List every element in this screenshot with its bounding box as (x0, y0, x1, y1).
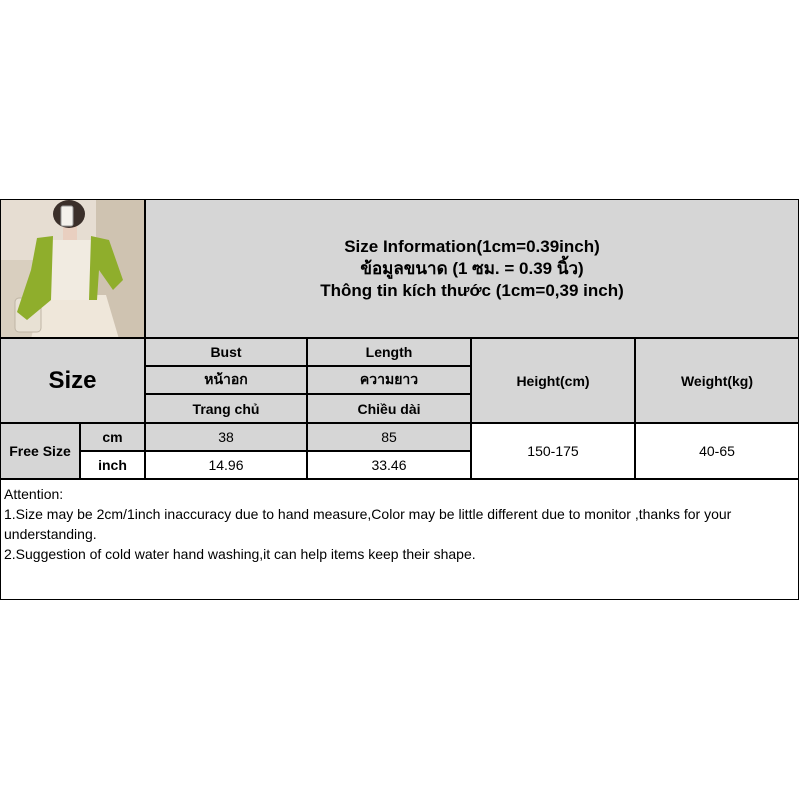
note-washing: 2.Suggestion of cold water hand washing,it can help items keep their shape. (4, 546, 476, 562)
free-size-label: Free Size (0, 423, 80, 479)
model-wearing-cardigan-image (1, 200, 145, 338)
unit-inch-label: inch (80, 451, 145, 479)
height-header: Height(cm) (471, 338, 635, 423)
product-photo (0, 199, 145, 338)
weight-header: Weight(kg) (635, 338, 799, 423)
bust-header-vi: Trang chủ (145, 394, 307, 423)
length-header-en: Length (307, 338, 471, 366)
size-label: Size (0, 338, 145, 423)
bust-header-en: Bust (145, 338, 307, 366)
unit-cm-label: cm (80, 423, 145, 451)
bust-inch-value: 14.96 (145, 451, 307, 479)
length-header-th: ความยาว (307, 366, 471, 394)
title-thai: ข้อมูลขนาด (1 ซม. = 0.39 นิ้ว) (360, 258, 584, 278)
bust-header-th: หน้าอก (145, 366, 307, 394)
length-inch-value: 33.46 (307, 451, 471, 479)
attention-notes (0, 479, 799, 600)
length-header-vi: Chiều dài (307, 394, 471, 423)
note-measurement: 1.Size may be 2cm/1inch inaccuracy due to hand measure,Color may be little different due to monitor ,thanks for your understanding. (4, 506, 732, 542)
size-information-header (145, 199, 799, 338)
weight-value: 40-65 (635, 423, 799, 479)
title-vietnamese: Thông tin kích thước (1cm=0,39 inch) (320, 280, 624, 300)
size-chart (0, 199, 799, 600)
attention-heading: Attention: (4, 486, 64, 502)
title-english: Size Information(1cm=0.39inch) (344, 236, 600, 256)
height-value: 150-175 (471, 423, 635, 479)
length-cm-value: 85 (307, 423, 471, 451)
bust-cm-value: 38 (145, 423, 307, 451)
